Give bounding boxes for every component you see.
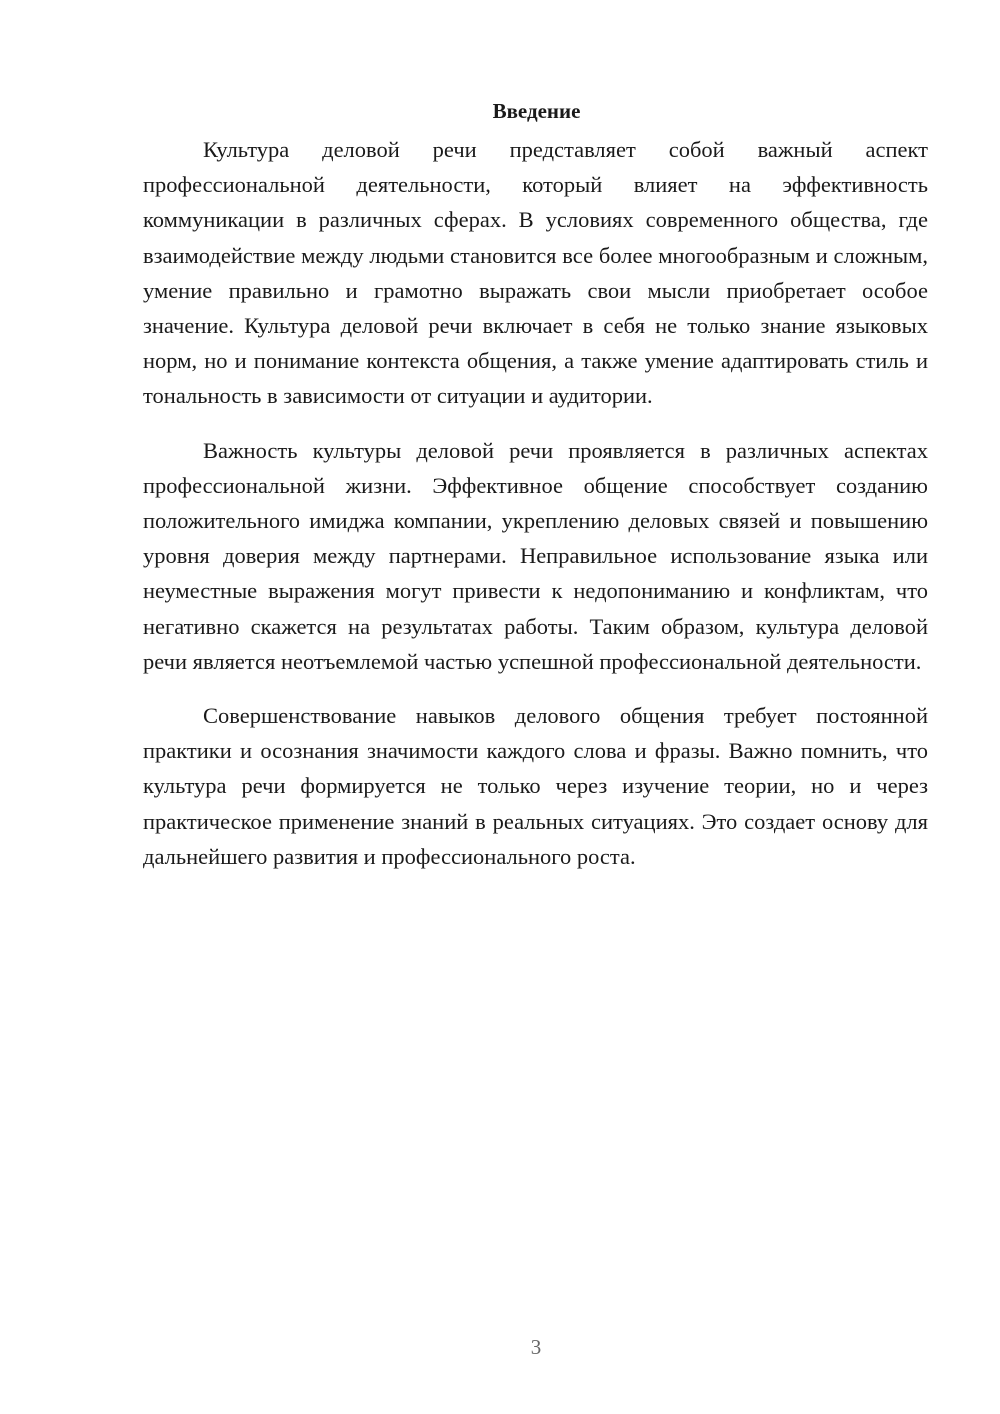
page-number: 3 <box>530 1335 542 1359</box>
paragraph-1: Культура деловой речи представляет собой важный аспект профессиональной деятельности, который влияет на эффективность коммуникации в различных сферах. В условиях современного общества, где взаимодействие между людьми становится все более многообразным и сложным, умение правильно и грамотно выражать свои мысли приобретает особое значение. Культура деловой речи включает в себя не только знание языковых норм, но и понимание контекста общения, а также умение адаптировать стиль и тональность в зависимости от ситуации и аудитории. <box>143 137 928 409</box>
paragraph-3: Совершенствование навыков делового общения требует постоянной практики и осознания значимости каждого слова и фразы. Важно помнить, что культура речи формируется не только через изучение теории, но и через практическое применение знаний в реальных ситуациях. Это создает основу для дальнейшего развития и профессионального роста. <box>143 703 928 869</box>
page-content <box>143 96 928 874</box>
section-heading: Введение <box>492 99 581 123</box>
paragraph-2: Важность культуры деловой речи проявляется в различных аспектах профессиональной жизни. Эффективное общение способствует созданию положительного имиджа компании, укреплению деловых связей и повышению уровня доверия между партнерами. Неправильное использование языка или неуместные выражения могут привести к недопониманию и конфликтам, что негативно скажется на результатах работы. Таким образом, культура деловой речи является неотъемлемой частью успешной профессиональной деятельности. <box>143 437 928 674</box>
